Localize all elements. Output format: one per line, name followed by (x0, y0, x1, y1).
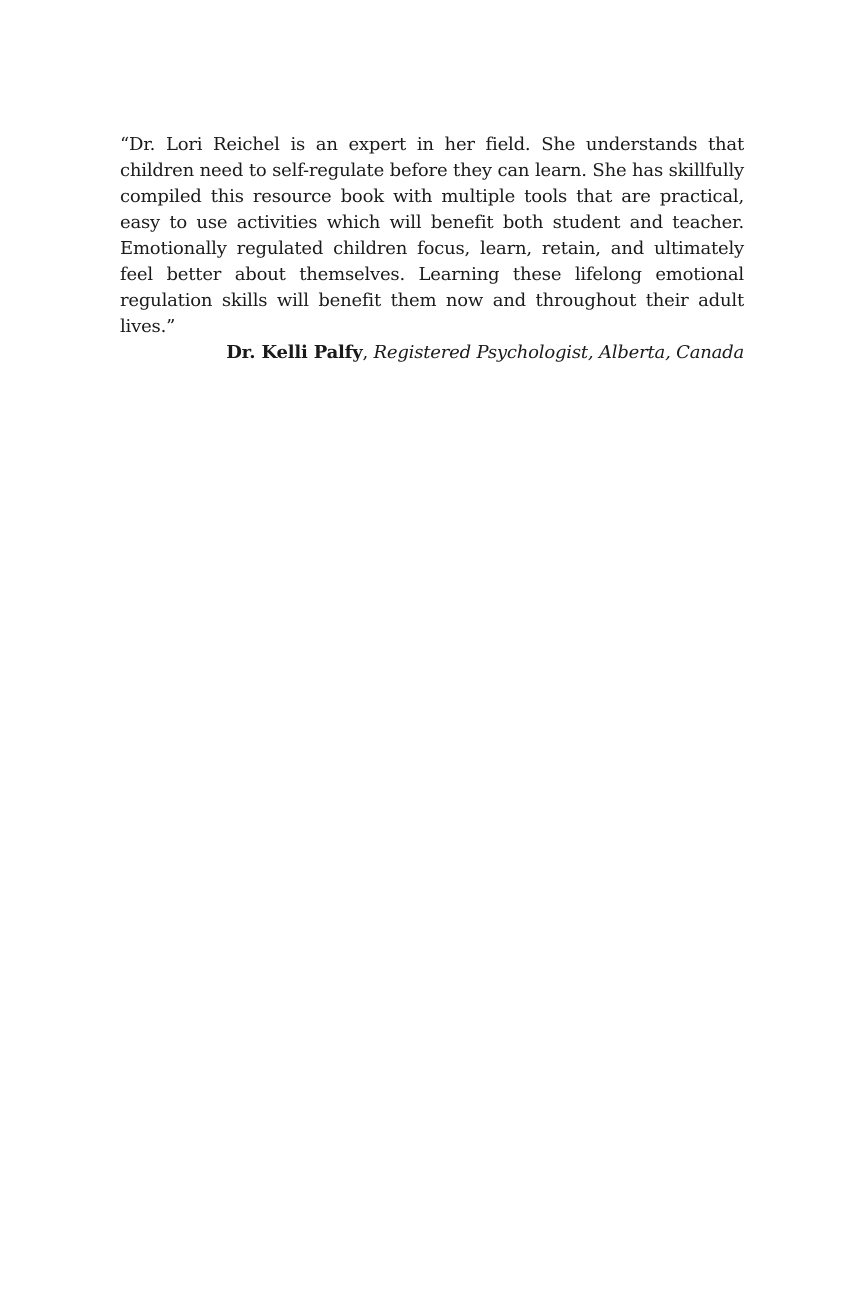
author-name: Dr. Kelli Palfy (226, 342, 363, 363)
attribution-separator: , (362, 342, 374, 363)
author-credentials: Registered Psychologist, Alberta, Canada (373, 342, 744, 363)
endorsement-attribution (120, 340, 744, 366)
endorsement-quote: “Dr. Lori Reichel is an expert in her field. She understands that children need to self-regulate before they can learn. She has skillfully compiled this resource book with multiple tools that are practical, easy to use activities which will benefit both student and teacher. Emotionally regulated children focus, learn, retain, and ultimately feel better about themselves. Learning these lifelong emotional regulation skills will benefit them now and throughout their adult lives.” (120, 134, 744, 337)
endorsement-block (120, 132, 744, 366)
